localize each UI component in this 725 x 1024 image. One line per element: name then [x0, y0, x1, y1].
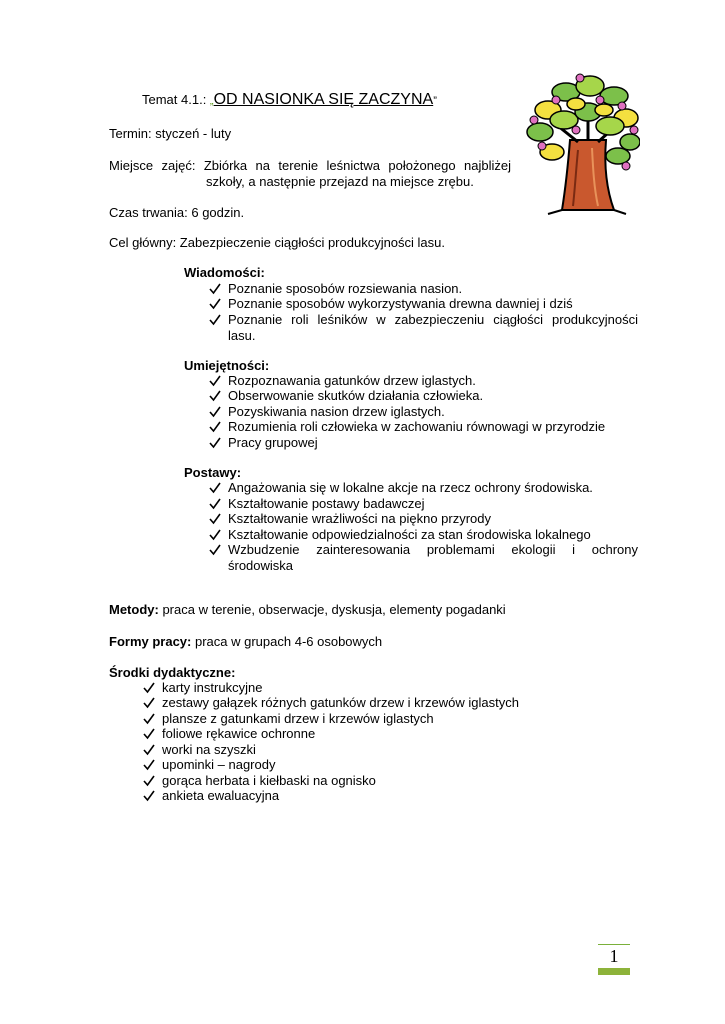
list-item-continuation: środowiska — [228, 558, 294, 573]
postawy-heading: Postawy: — [184, 465, 242, 480]
formy-text: praca w grupach 4-6 osobowych — [191, 634, 383, 649]
formy-label: Formy pracy: — [109, 634, 192, 649]
checkmark-icon — [143, 744, 155, 756]
checkmark-icon — [143, 775, 155, 787]
lesson-title — [142, 92, 437, 109]
list-item: Rozumienia roli człowieka w zachowaniu równowagi w przyrodzie — [228, 419, 606, 434]
checkmark-icon — [209, 544, 221, 556]
list-item: Poznanie sposobów wykorzystywania drewna dawniej i dziś — [228, 296, 573, 311]
list-item: Kształtowanie postawy badawczej — [228, 496, 425, 511]
checkmark-icon — [209, 498, 221, 510]
tree-icon — [518, 70, 640, 216]
page-number-top-rule — [598, 944, 630, 945]
miejsce-text: zajęć: Zbiórka na terenie leśnictwa położonego najbliżej — [161, 158, 511, 173]
metody-line — [109, 602, 506, 618]
list-item: gorąca herbata i kiełbaski na ognisko — [162, 773, 376, 788]
miejsce-label: Miejsce — [109, 158, 154, 173]
list-item: Rozpoznawania gatunków drzew iglastych. — [228, 373, 476, 388]
miejsce-line-1 — [109, 158, 511, 174]
title-prefix: Temat 4.1.: — [142, 92, 210, 107]
list-item: plansze z gatunkami drzew i krzewów iglastych — [162, 711, 434, 726]
metody-label: Metody: — [109, 602, 159, 617]
list-item: Pozyskiwania nasion drzew iglastych. — [228, 404, 445, 419]
checkmark-icon — [209, 283, 221, 295]
page-number: 1 — [609, 946, 619, 966]
list-item: Poznanie sposobów rozsiewania nasion. — [228, 281, 463, 296]
title-text: OD NASIONKA SIĘ ZACZYNA — [213, 91, 434, 108]
cel-line: Cel główny: Zabezpieczenie ciągłości produkcyjności lasu. — [109, 235, 446, 250]
czas-line: Czas trwania: 6 godzin. — [109, 205, 245, 220]
checkmark-icon — [209, 298, 221, 310]
checkmark-icon — [143, 682, 155, 694]
miejsce-line-2: szkoły, a następnie przejazd na miejsce zrębu. — [206, 174, 474, 189]
checkmark-icon — [209, 375, 221, 387]
umiejetnosci-heading: Umiejętności: — [184, 358, 270, 373]
list-item: worki na szyszki — [162, 742, 256, 757]
checkmark-icon — [209, 437, 221, 449]
title-open-quote: „ — [209, 95, 214, 107]
checkmark-icon — [143, 790, 155, 802]
list-item: Poznanie roli leśników w zabezpieczeniu ciągłości produkcyjności — [228, 312, 638, 327]
list-item: ankieta ewaluacyjna — [162, 788, 280, 803]
list-item: karty instrukcyjne — [162, 680, 263, 695]
checkmark-icon — [209, 314, 221, 326]
list-item: Angażowania się w lokalne akcje na rzecz ochrony środowiska. — [228, 480, 593, 495]
checkmark-icon — [209, 529, 221, 541]
wiadomosci-heading: Wiadomości: — [184, 265, 265, 280]
list-item: Kształtowanie wrażliwości na piękno przyrody — [228, 511, 492, 526]
list-item: zestawy gałązek różnych gatunków drzew i krzewów iglastych — [162, 695, 519, 710]
checkmark-icon — [209, 390, 221, 402]
list-item: Wzbudzenie zainteresowania problemami ekologii i ochrony — [228, 542, 638, 557]
list-item-continuation: lasu. — [228, 328, 256, 343]
checkmark-icon — [143, 728, 155, 740]
termin-line: Termin: styczeń - luty — [109, 126, 232, 141]
checkmark-icon — [143, 713, 155, 725]
list-item: foliowe rękawice ochronne — [162, 726, 316, 741]
checkmark-icon — [209, 513, 221, 525]
metody-text: praca w terenie, obserwacje, dyskusja, elementy pogadanki — [158, 602, 506, 617]
list-item: Pracy grupowej — [228, 435, 318, 450]
checkmark-icon — [209, 406, 221, 418]
formy-line — [109, 634, 382, 650]
checkmark-icon — [143, 697, 155, 709]
list-item: Obserwowanie skutków działania człowieka. — [228, 388, 484, 403]
title-close-quote: ” — [433, 95, 437, 107]
checkmark-icon — [143, 759, 155, 771]
checkmark-icon — [209, 482, 221, 494]
page-number-bar — [598, 968, 630, 975]
srodki-heading: Środki dydaktyczne: — [109, 665, 236, 680]
checkmark-icon — [209, 421, 221, 433]
list-item: Kształtowanie odpowiedzialności za stan środowiska lokalnego — [228, 527, 591, 542]
list-item: upominki – nagrody — [162, 757, 276, 772]
